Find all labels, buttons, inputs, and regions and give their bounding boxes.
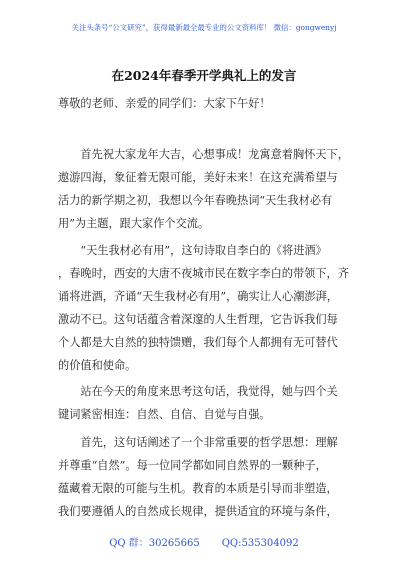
- footer-contact: [0, 534, 408, 549]
- paragraph-line: 用”为主题，跟大家作个交流。: [58, 217, 210, 230]
- paragraph-line: 我们要遵循人的自然成长规律，提供适宜的环境与条件，: [58, 505, 338, 518]
- paragraph-line: ，春晚时，西安的大唐不夜城市民在数字李白的带领下，齐: [58, 267, 349, 280]
- paragraph-line: 站在今天的角度来思考这句话，我觉得，她与四个关: [58, 385, 338, 398]
- document-title: 在2024年春季开学典礼上的发言: [111, 68, 297, 83]
- paragraph-line: 诵将进酒，齐诵“天生我材必有用”，确实让人心潮澎湃，: [58, 290, 338, 303]
- header-banner: 关注头条号“公文研究”，获得最新最全最专业的公文资料库！ 微信：gongwenyj: [71, 23, 337, 32]
- paragraph-2: [58, 239, 358, 377]
- paragraph-line: 并尊重“自然”。每一位同学都如同自然界的一颗种子，: [58, 459, 327, 472]
- salutation: [58, 92, 358, 115]
- salutation-line: 尊敬的老师、亲爱的同学们：大家下午好！: [58, 97, 271, 110]
- paragraph-line: 个人都是大自然的独特馈赠，我们每个人都拥有无可替代: [58, 336, 338, 349]
- paragraph-line: 激动不已。这句话蕴含着深邃的人生哲理，它告诉我们每: [58, 313, 338, 326]
- paragraph-line: 蕴藏着无限的可能与生机。教育的本质是引导而非塑造，: [58, 482, 338, 495]
- paragraph-4: [58, 431, 358, 523]
- paragraph-line: “天生我材必有用”，这句诗取自李白的《将进酒》: [58, 244, 327, 257]
- paragraph-line: 首先，这句话阐述了一个非常重要的哲学思想：理解: [58, 436, 338, 449]
- paragraph-line: 遨游四海，象征着无限可能，美好未来！在这充满希望与: [58, 171, 338, 184]
- paragraph-1: [58, 143, 358, 235]
- paragraph-3: [58, 380, 358, 426]
- paragraph-line: 活力的新学期之初，我想以今年春晚热词“天生我材必有: [58, 194, 333, 207]
- paragraph-line: 首先祝大家龙年大吉，心想事成！龙寓意着胸怀天下，: [58, 148, 349, 161]
- qq-group-text: QQ 群：30265665: [109, 538, 200, 549]
- paragraph-line: 的价值和使命。: [58, 359, 137, 372]
- qq-number-text: QQ:535304092: [221, 538, 299, 549]
- paragraph-line: 键词紧密相连：自然、自信、自觉与自强。: [58, 408, 271, 421]
